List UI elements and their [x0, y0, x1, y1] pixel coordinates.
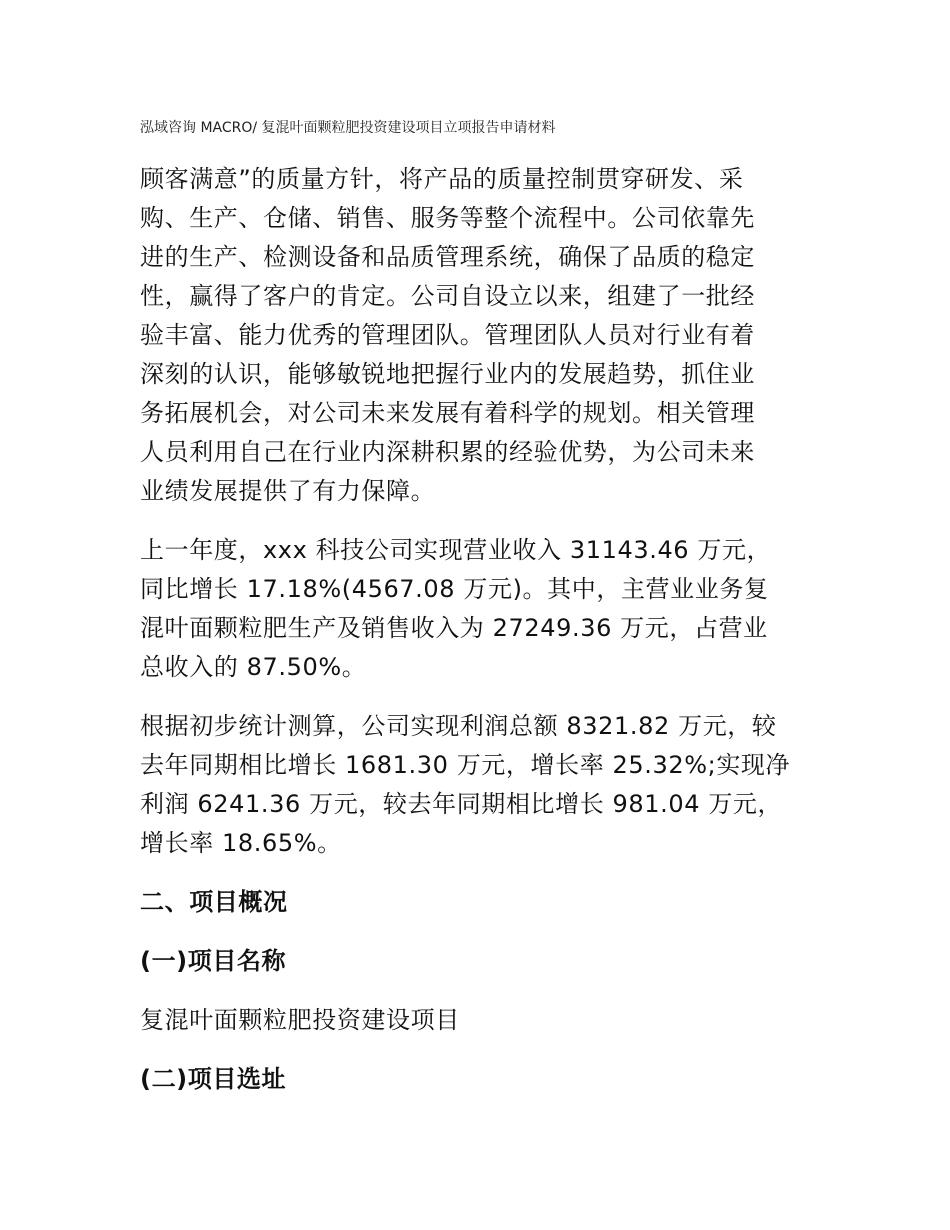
text-line: 总收入的 87.50%。: [140, 653, 367, 681]
text-line: 上一年度，xxx 科技公司实现营业收入 31143.46 万元，: [140, 536, 772, 564]
text-line: 购、生产、仓储、销售、服务等整个流程中。公司依靠先: [140, 204, 755, 232]
running-header: 泓域咨询 MACRO/ 复混叶面颗粒肥投资建设项目立项报告申请材料: [140, 120, 556, 136]
paragraph-revenue: [140, 531, 820, 687]
project-name-text: 复混叶面颗粒肥投资建设项目: [140, 1006, 460, 1034]
paragraph-quality-policy: [140, 160, 820, 511]
text-line: 业绩发展提供了有力保障。: [140, 477, 436, 505]
subsection-heading-project-site: (二)项目选址: [140, 1065, 287, 1093]
text-line: 根据初步统计测算，公司实现利润总额 8321.82 万元，较: [140, 712, 777, 740]
text-line: 务拓展机会，对公司未来发展有着科学的规划。相关管理: [140, 399, 755, 427]
text-line: 去年同期相比增长 1681.30 万元，增长率 25.32%;实现净: [140, 751, 791, 779]
text-line: 利润 6241.36 万元，较去年同期相比增长 981.04 万元，: [140, 790, 783, 818]
text-line: 人员利用自己在行业内深耕积累的经验优势，为公司未来: [140, 438, 755, 466]
text-line: 进的生产、检测设备和品质管理系统，确保了品质的稳定: [140, 243, 755, 271]
text-line: 深刻的认识，能够敏锐地把握行业内的发展趋势，抓住业: [140, 360, 755, 388]
subsection-heading-project-name: (一)项目名称: [140, 947, 287, 975]
text-line: 性，赢得了客户的肯定。公司自设立以来，组建了一批经: [140, 282, 755, 310]
text-line: 混叶面颗粒肥生产及销售收入为 27249.36 万元，占营业: [140, 614, 768, 642]
text-line: 顾客满意”的质量方针，将产品的质量控制贯穿研发、采: [140, 165, 744, 193]
section-heading-project-overview: 二、项目概况: [140, 888, 288, 916]
document-body: [140, 160, 820, 1099]
text-line: 验丰富、能力优秀的管理团队。管理团队人员对行业有着: [140, 321, 755, 349]
text-line: 同比增长 17.18%(4567.08 万元)。其中，主营业业务复: [140, 575, 769, 603]
text-line: 增长率 18.65%。: [140, 829, 342, 857]
paragraph-profit: [140, 707, 820, 863]
